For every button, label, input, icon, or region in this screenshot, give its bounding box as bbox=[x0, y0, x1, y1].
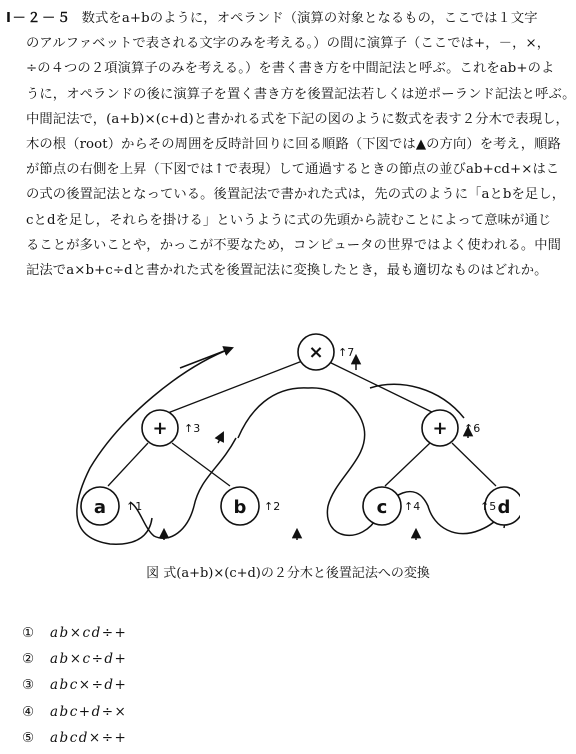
choice-number: ③ bbox=[22, 677, 35, 694]
edge-right-d bbox=[452, 443, 496, 486]
edge-left-a bbox=[108, 443, 148, 486]
choice-3[interactable] bbox=[22, 672, 127, 698]
order-label-c: ↑4 bbox=[404, 500, 421, 513]
traversal-route-left bbox=[130, 438, 236, 538]
choice-number: ② bbox=[22, 651, 35, 668]
question-line-9: cとdを足し，それらを掛ける」というように式の先頭から読むことによって意味が通じ bbox=[26, 212, 552, 228]
choice-text: abcd×÷+ bbox=[50, 729, 128, 746]
question-line-11: 記法でa×b+c÷dと書かれた式を後置記法に変換したとき，最も適切なものはどれか。 bbox=[26, 263, 548, 279]
choice-number: ④ bbox=[22, 703, 35, 720]
order-label-d: ↑5 bbox=[480, 500, 497, 513]
edge-left-b bbox=[172, 443, 230, 486]
edge-right-c bbox=[385, 443, 430, 486]
choice-text: ab×c÷d+ bbox=[50, 651, 128, 668]
node-b-label: b bbox=[233, 497, 247, 518]
node-c-label: c bbox=[376, 497, 388, 518]
route-arrow-start bbox=[180, 348, 232, 368]
order-label-right-op: ↑6 bbox=[464, 422, 481, 435]
question bbox=[6, 6, 576, 283]
question-line-5: 中間記法で，(a+b)×(c+d)と書かれる式を下記の図のように数式を表す２分木で表現し， bbox=[26, 111, 569, 127]
order-label-root: ↑7 bbox=[338, 346, 355, 359]
question-line-3: ÷の４つの２項演算子のみを考える。）を書く書き方を中間記法と呼ぶ。これをab+のよ bbox=[26, 61, 555, 77]
choice-4[interactable] bbox=[22, 699, 127, 725]
question-number: Ⅰ－２－５ bbox=[6, 11, 72, 26]
question-line-7: が節点の右側を上昇（下図では↑で表現）して通過するときの節点の並びab+cd+×はこ bbox=[26, 162, 560, 178]
question-line-1 bbox=[6, 6, 568, 31]
question-line-2: のアルファベットで表される文字のみを考える。）の間に演算子（ここでは+，－，×， bbox=[26, 36, 551, 52]
answer-choices bbox=[22, 620, 127, 751]
binary-tree-figure bbox=[60, 318, 520, 558]
node-a-label: a bbox=[93, 497, 107, 518]
node-d-label: d bbox=[497, 497, 511, 518]
node-right-op-label: + bbox=[432, 418, 448, 439]
edge-root-right bbox=[325, 360, 440, 416]
question-line-4: うに，オペランドの後に演算子を置く書き方を後置記法若しくは逆ポーランド記法と呼ぶ。 bbox=[26, 86, 576, 102]
question-line-6: 木の根（root）からその周囲を反時計回りに回る順路（下図では▲の方向）を考え，順路 bbox=[26, 137, 561, 153]
choice-text: abc×÷d+ bbox=[50, 677, 128, 694]
choice-text: abc+d÷× bbox=[50, 703, 128, 720]
choice-text: ab×cd÷+ bbox=[50, 625, 128, 641]
choice-number: ① bbox=[22, 625, 35, 641]
order-label-a: ↑1 bbox=[126, 500, 143, 513]
route-arrow-left-op bbox=[218, 433, 223, 443]
choice-number: ⑤ bbox=[22, 729, 35, 746]
order-label-b: ↑2 bbox=[264, 500, 281, 513]
choice-2[interactable] bbox=[22, 646, 127, 672]
question-line-8: の式の後置記法となっている。後置記法で書かれた式は，先の式のように「aとbを足し， bbox=[26, 187, 566, 203]
figure-caption: 図 式(a+b)×(c+d)の２分木と後置記法への変換 bbox=[146, 566, 430, 581]
question-text-1: 数式をa+bのように，オペランド（演算の対象となるもの，ここでは１文字 bbox=[81, 11, 538, 26]
order-label-left-op: ↑3 bbox=[184, 422, 201, 435]
question-line-10: ることが多いことや，かっこが不要なため，コンピュータの世界ではよく使われる。中間 bbox=[26, 237, 562, 253]
choice-1[interactable] bbox=[22, 620, 127, 646]
node-left-op-label: + bbox=[152, 418, 168, 439]
node-root-label: × bbox=[308, 342, 324, 363]
choice-5[interactable] bbox=[22, 725, 127, 751]
